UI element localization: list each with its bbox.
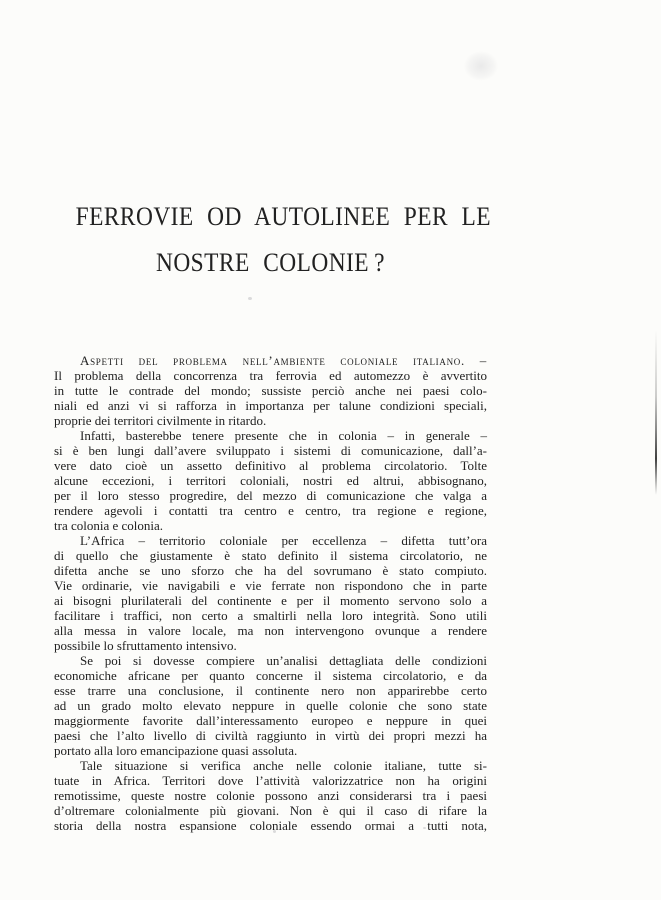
- paragraph: [54, 533, 487, 653]
- text-line: Tale situazione si verifica anche nelle colonie italiane, tutte si-: [80, 758, 487, 773]
- scan-edge-shadow: [655, 330, 657, 495]
- text-line: Il problema della concorrenza tra ferrovia ed automezzo è avvertito: [54, 368, 487, 383]
- text-line: Infatti, basterebbe tenere presente che in colonia – in generale –: [80, 428, 487, 443]
- text-line: storia della nostra espansione coloniale essendo ormai a tutti nota,: [54, 818, 487, 833]
- text-line: rendere agevoli i contatti tra centro e centro, tra regione e regione,: [54, 503, 487, 518]
- text-line: remotissime, queste nostre colonie possono anzi considerarsi tra i paesi: [54, 788, 487, 803]
- paragraph: [54, 353, 487, 428]
- article-title: [54, 202, 492, 278]
- scan-speck: [248, 297, 252, 300]
- paragraph: [54, 758, 487, 833]
- text-line: proprie dei territori civilmente in ritardo.: [54, 413, 267, 428]
- text-line: Se poi si dovesse compiere un’analisi dettagliata delle condizioni: [80, 653, 487, 668]
- text-line: si è ben lungi dall’avere sviluppato i sistemi di comunicazione, dall’a-: [54, 443, 487, 458]
- text-line: maggiormente favorite dall’interessamento europeo e neppure in quei: [54, 713, 487, 728]
- text-line: portato alla loro emancipazione quasi assoluta.: [54, 743, 298, 758]
- body-text: [54, 353, 487, 833]
- text-line: di quello che giustamente è stato definito il sistema circolatorio, ne: [54, 548, 487, 563]
- text-line: d’oltremare colonialmente più giovani. Non è qui il caso di rifare la: [54, 803, 487, 818]
- text-line: difetta anche se uno sforzo che ha del sovrumano è stato compiuto.: [54, 563, 487, 578]
- text-line: ai bisogni plurilaterali del continente e per il momento servono solo a: [54, 593, 487, 608]
- text-line: facilitare i traffici, non certo a smaltirli nella loro integrità. Sono utili: [54, 608, 487, 623]
- section-lead-line: Aspetti del problema nell’ambiente coloniale italiano. –: [80, 353, 487, 368]
- scan-smudge: [458, 46, 504, 86]
- text-line: paesi che l’alto livello di civiltà raggiunto in virtù dei propri mezzi ha: [54, 728, 487, 743]
- text-line: economiche africane per quanto concerne il sistema circolatorio, e da: [54, 668, 487, 683]
- text-line: per il loro stesso progredire, del mezzo di comunicazione che valga a: [54, 488, 487, 503]
- title-line-1: FERROVIE OD AUTOLINEE PER LE: [75, 202, 492, 231]
- text-line: Vie ordinarie, vie navigabili e vie ferrate non rispondono che in parte: [54, 578, 487, 593]
- title-line-2: NOSTRE COLONIE ?: [155, 248, 386, 277]
- text-line: niali ed anzi vi si rafforza in importanza per talune condizioni speciali,: [54, 398, 487, 413]
- text-line: esse trarre una conclusione, il continente nero non apparirebbe certo: [54, 683, 487, 698]
- text-line: vere dato cioè un assetto definitivo al problema circolatorio. Tolte: [54, 458, 487, 473]
- text-line: in tutte le contrade del mondo; sussiste perciò anche nei paesi colo-: [54, 383, 487, 398]
- text-line: tuate in Africa. Territori dove l’attività valorizzatrice non ha origini: [54, 773, 487, 788]
- paragraph: [54, 428, 487, 533]
- text-line: L’Africa – territorio coloniale per eccellenza – difetta tutt’ora: [80, 533, 487, 548]
- text-line: possibile lo sfruttamento intensivo.: [54, 638, 237, 653]
- text-line: ad un grado molto elevato neppure in quelle colonie che sono state: [54, 698, 487, 713]
- paragraph: [54, 653, 487, 758]
- text-line: alcune eccezioni, i territori coloniali, nostri ed altrui, abbisognano,: [54, 473, 487, 488]
- text-line: tra colonia e colonia.: [54, 518, 164, 533]
- text-line: alla messa in valore locale, ma non intervengono ovunque a rendere: [54, 623, 487, 638]
